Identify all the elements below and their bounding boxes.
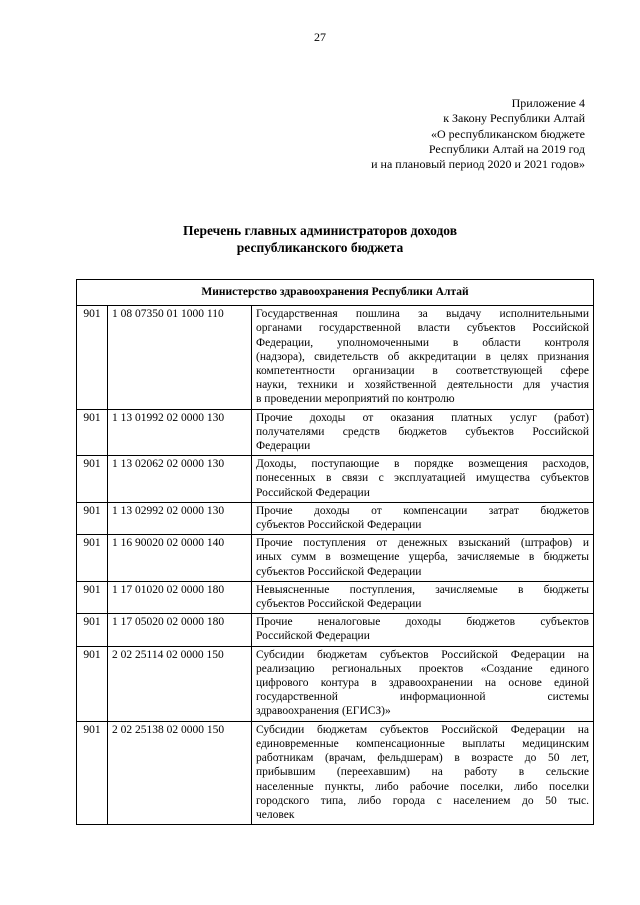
kbk-code-cell: 1 17 05020 02 0000 180 — [108, 614, 252, 646]
title-line: Перечень главных администраторов доходов — [182, 223, 458, 238]
admin-code-cell: 901 — [77, 614, 108, 646]
income-name-line: здравоохранения (ЕГИСЗ)» — [256, 705, 391, 718]
kbk-code-cell: 1 13 02992 02 0000 130 — [108, 502, 252, 534]
income-name-line: (надзора), свидетельств об аккредитации в целях признания — [256, 350, 589, 363]
income-name-line: субъектов Российской Федерации — [256, 598, 422, 611]
table-body — [77, 306, 594, 825]
income-name-line: в проведении мероприятий по контролю — [256, 393, 455, 406]
income-name-line: Субсидии бюджетам субъектов Российской Федерации на — [256, 648, 589, 661]
income-name-line: субъектов Российской Федерации — [256, 519, 422, 532]
income-name-cell — [252, 306, 594, 409]
income-name-line: Прочие доходы от оказания платных услуг (работ) — [256, 411, 589, 424]
table-row — [77, 646, 594, 721]
income-name-line: получателями средств бюджетов субъектов Российской — [256, 425, 589, 438]
income-name-cell — [252, 721, 594, 824]
income-name-line: цифрового контура в здравоохранении на основе единой — [256, 677, 589, 690]
income-name-line: органами государственной власти субъектов Российской — [256, 322, 589, 335]
table-row — [77, 409, 594, 456]
admin-code-cell: 901 — [77, 502, 108, 534]
income-name-line: субъектов Российской Федерации — [256, 565, 422, 578]
income-name-cell — [252, 614, 594, 646]
income-name-line: иных сумм в возмещение ущерба, зачисляемые в бюджеты — [256, 551, 589, 564]
income-name-cell — [252, 456, 594, 503]
admin-code-cell: 901 — [77, 306, 108, 409]
income-name-line: понесенных в связи с эксплуатацией имущества субъектов — [256, 472, 589, 485]
income-name-line: науки, техники и хозяйственной деятельности для участия — [256, 379, 589, 392]
income-name-line: единовременные компенсационные выплаты медицинским — [256, 737, 589, 750]
section-header: Министерство здравоохранения Республики Алтай — [77, 280, 594, 306]
appendix-line: Республики Алтай на 2019 год — [428, 141, 585, 156]
income-name-line: Прочие неналоговые доходы бюджетов субъектов — [256, 616, 589, 629]
income-name-line: Невыясненные поступления, зачисляемые в бюджеты — [256, 583, 589, 596]
page-number: 27 — [314, 30, 326, 44]
income-name-line: реализацию региональных проектов «Создание единого — [256, 662, 589, 675]
income-name-cell — [252, 646, 594, 721]
title-line: республиканского бюджета — [236, 240, 404, 255]
income-name-cell — [252, 535, 594, 582]
income-name-line: городского типа, либо города с населением до 50 тыс. — [256, 794, 589, 807]
income-name-line: работникам (врачам, фельдшерам) в возрасте до 50 лет, — [256, 752, 589, 765]
kbk-code-cell: 1 08 07350 01 1000 110 — [108, 306, 252, 409]
table-row — [77, 535, 594, 582]
kbk-code-cell: 1 13 02062 02 0000 130 — [108, 456, 252, 503]
income-name-line: компетентности организации в соответствующей сфере — [256, 365, 589, 378]
income-name-line: Российской Федерации — [256, 630, 370, 643]
income-name-line: прибывшим (переехавшим) на работу в сельские — [256, 766, 589, 779]
admin-code-cell: 901 — [77, 409, 108, 456]
admin-code-cell: 901 — [77, 646, 108, 721]
kbk-code-cell: 2 02 25114 02 0000 150 — [108, 646, 252, 721]
appendix-line: «О республиканском бюджете — [430, 126, 585, 141]
admin-code-cell: 901 — [77, 721, 108, 824]
income-administrators-table — [76, 279, 594, 825]
table-row — [77, 306, 594, 409]
income-name-line: Российской Федерации — [256, 486, 370, 499]
income-name-line: Федерации — [256, 440, 311, 453]
kbk-code-cell: 2 02 25138 02 0000 150 — [108, 721, 252, 824]
income-name-line: Федерации, уполномоченными в области контроля — [256, 336, 589, 349]
table-row — [77, 456, 594, 503]
kbk-code-cell: 1 17 01020 02 0000 180 — [108, 581, 252, 613]
table-row — [77, 581, 594, 613]
appendix-line: к Закону Республики Алтай — [443, 111, 585, 126]
document-title — [0, 222, 640, 256]
kbk-code-cell: 1 13 01992 02 0000 130 — [108, 409, 252, 456]
admin-code-cell: 901 — [77, 456, 108, 503]
income-name-line: Прочие поступления от денежных взысканий (штрафов) и — [256, 537, 589, 550]
income-name-cell — [252, 502, 594, 534]
income-name-line: государственной информационной системы — [256, 691, 589, 704]
income-name-line: Субсидии бюджетам субъектов Российской Федерации на — [256, 723, 589, 736]
admin-code-cell: 901 — [77, 581, 108, 613]
section-header-row — [77, 280, 594, 306]
income-name-line: населенные пункты, либо рабочие поселки, либо поселки — [256, 780, 589, 793]
appendix-line: Приложение 4 — [511, 96, 585, 110]
table-row — [77, 614, 594, 646]
income-name-line: Государственная пошлина за выдачу исполнительными — [256, 308, 589, 321]
income-name-cell — [252, 581, 594, 613]
table-row — [77, 502, 594, 534]
income-name-line: человек — [256, 808, 295, 821]
appendix-heading — [245, 96, 585, 172]
income-name-cell — [252, 409, 594, 456]
appendix-line: и на плановый период 2020 и 2021 годов» — [371, 157, 585, 172]
kbk-code-cell: 1 16 90020 02 0000 140 — [108, 535, 252, 582]
income-name-line: Доходы, поступающие в порядке возмещения расходов, — [256, 458, 589, 471]
income-name-line: Прочие доходы от компенсации затрат бюджетов — [256, 504, 589, 517]
admin-code-cell: 901 — [77, 535, 108, 582]
table-row — [77, 721, 594, 824]
